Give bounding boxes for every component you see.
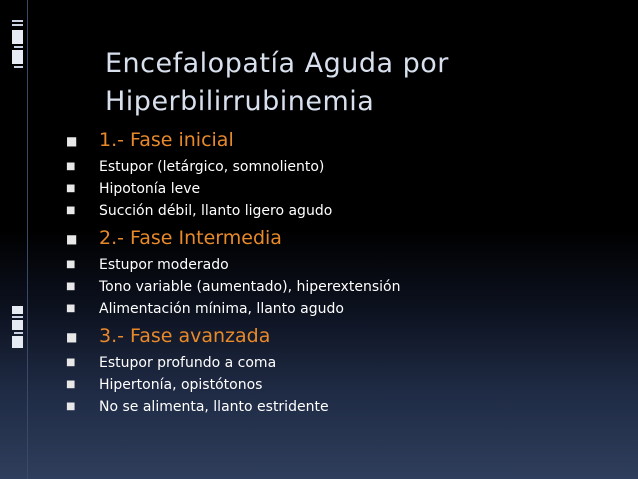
bullet-icon: ■ — [66, 330, 78, 344]
list-item-text: No se alimenta, llanto estridente — [99, 399, 329, 415]
list-item — [66, 276, 626, 298]
list-item-text: Hipertonía, opistótonos — [99, 377, 263, 393]
bullet-icon: ■ — [66, 379, 76, 390]
section-heading-intermediate — [66, 222, 626, 254]
bullet-icon: ■ — [66, 281, 76, 292]
stage-list — [66, 124, 626, 418]
slide-title-line-2: Hiperbilirrubinemia — [105, 86, 375, 117]
list-item-text: Estupor (letárgico, somnoliento) — [99, 159, 325, 175]
bullet-icon: ■ — [66, 357, 76, 368]
bullet-icon: ■ — [66, 303, 76, 314]
list-item-text: Succión débil, llanto ligero agudo — [99, 203, 333, 219]
section-heading-advanced — [66, 320, 626, 352]
list-item — [66, 178, 626, 200]
section-heading-text: 3.- Fase avanzada — [99, 325, 271, 347]
list-item — [66, 254, 626, 276]
decorative-bars-bottom-icon — [12, 306, 26, 352]
list-item — [66, 156, 626, 178]
bullet-icon: ■ — [66, 134, 78, 148]
section-heading-text: 2.- Fase Intermedia — [99, 227, 282, 249]
section-heading-initial — [66, 124, 626, 156]
list-item — [66, 374, 626, 396]
bullet-icon: ■ — [66, 183, 76, 194]
list-item — [66, 396, 626, 418]
decorative-bars-top-icon — [12, 20, 26, 76]
list-item-text: Hipotonía leve — [99, 181, 201, 197]
list-item-text: Estupor moderado — [99, 257, 229, 273]
list-item — [66, 298, 626, 320]
list-item — [66, 352, 626, 374]
bullet-icon: ■ — [66, 205, 76, 216]
bullet-icon: ■ — [66, 232, 78, 246]
left-accent-rule — [27, 0, 28, 479]
bullet-icon: ■ — [66, 401, 76, 412]
list-item-text: Estupor profundo a coma — [99, 355, 277, 371]
list-item-text: Tono variable (aumentado), hiperextensión — [99, 279, 401, 295]
section-heading-text: 1.- Fase inicial — [99, 129, 234, 151]
bullet-icon: ■ — [66, 259, 76, 270]
list-item — [66, 200, 626, 222]
bullet-icon: ■ — [66, 161, 76, 172]
slide-title-line-1: Encefalopatía Aguda por — [105, 48, 449, 79]
list-item-text: Alimentación mínima, llanto agudo — [99, 301, 344, 317]
slide-title — [105, 45, 625, 121]
